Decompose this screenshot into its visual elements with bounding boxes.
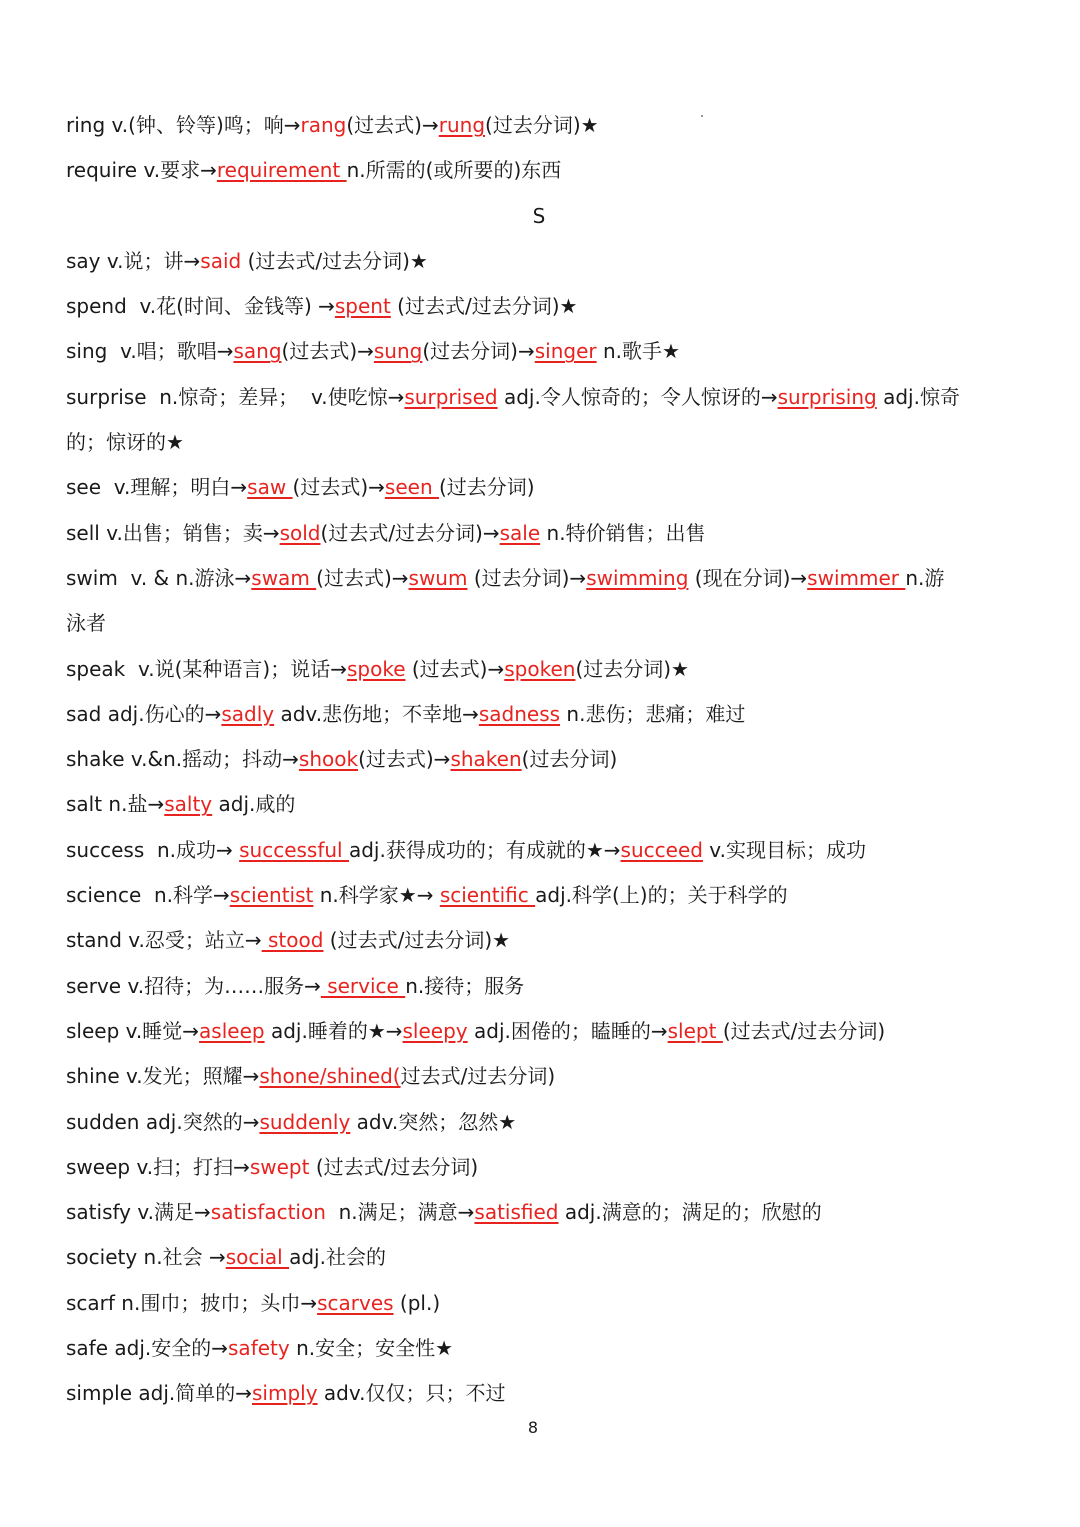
derived-word: sale [499, 520, 541, 545]
vocab-line [66, 465, 1021, 510]
derived-word: shaken [450, 747, 522, 772]
derived-word: social [225, 1245, 290, 1270]
entry-text: adv.突然；忽然★ [350, 1109, 517, 1134]
entry-text: society n.社会 → [66, 1245, 226, 1270]
entry-text: adj.睡着的★→ [264, 1018, 403, 1043]
entry-text: sweep v.扫；打扫→ [66, 1154, 250, 1179]
entry-text: (过去式)→ [292, 475, 385, 500]
vocab-line [66, 1100, 1021, 1145]
entry-text: sudden adj.突然的→ [66, 1109, 260, 1134]
section-heading: S [532, 203, 546, 228]
derived-word: requirement [216, 158, 347, 183]
derived-word: shook [298, 747, 359, 772]
vocab-line [66, 828, 1021, 873]
entry-text: adj.社会的 [289, 1245, 386, 1270]
entry-text: (过去式)→ [316, 565, 409, 590]
vocab-line [66, 1235, 1021, 1280]
derived-word: swum [408, 565, 468, 590]
entry-text: (过去式/过去分词)★ [241, 248, 428, 273]
vocab-line [66, 1190, 1021, 1235]
derived-word: sadly [221, 701, 275, 726]
vocab-line [66, 964, 1021, 1009]
entry-text: n.悲伤；悲痛；难过 [560, 701, 746, 726]
entry-text: (过去式/过去分词) [722, 1018, 886, 1043]
vocab-line [66, 1145, 1021, 1190]
derived-word: suddenly [259, 1109, 351, 1134]
entry-text: see v.理解；明白→ [66, 475, 248, 500]
vocabulary-list [66, 103, 1021, 1417]
derived-word: swept [249, 1154, 310, 1179]
entry-text: surprise n.惊奇；差异； v.使吃惊→ [66, 384, 405, 409]
entry-text: science n.科学→ [66, 883, 230, 908]
entry-text: sleep v.睡觉→ [66, 1018, 200, 1043]
vocab-line [66, 239, 1021, 284]
vocab-line [66, 692, 1021, 737]
entry-text: success n.成功→ [66, 837, 240, 862]
derived-word: salty [164, 792, 213, 817]
entry-text: adv.仅仅；只；不过 [317, 1381, 506, 1406]
entry-text: satisfy v.满足→ [66, 1200, 211, 1225]
entry-text: adj.令人惊奇的；令人惊讶的→ [497, 384, 778, 409]
vocab-line [66, 511, 1021, 556]
entry-text: ring v.(钟、铃等)鸣；响→ [66, 113, 301, 137]
entry-text: n.安全；安全性★ [289, 1336, 454, 1361]
vocab-line [66, 1371, 1021, 1416]
entry-text: 过去式/过去分词) [400, 1064, 556, 1089]
entry-text: shine v.发光；照耀→ [66, 1064, 260, 1089]
entry-text: n.科学家★→ [313, 883, 440, 908]
entry-text: n.接待；服务 [405, 973, 525, 998]
derived-word: rang [300, 113, 347, 137]
entry-text: stand v.忍受；站立→ [66, 928, 262, 953]
entry-text: sing v.唱；歌唱→ [66, 339, 234, 364]
vocab-line [66, 148, 1021, 193]
derived-word: simply [252, 1381, 318, 1406]
derived-word: surprising [777, 384, 877, 409]
entry-text: n.游 [905, 565, 945, 590]
derived-word: service [320, 973, 406, 998]
vocab-line [66, 647, 1021, 692]
entry-text: simple adj.简单的→ [66, 1381, 252, 1406]
entry-text: (过去式/过去分词)→ [320, 520, 500, 545]
derived-word: saw [247, 475, 293, 500]
derived-word: scarves [317, 1290, 394, 1315]
vocab-line [66, 375, 1021, 420]
entry-text: spend v.花(时间、金钱等) → [66, 294, 335, 319]
entry-text: adj.获得成功的；有成就的★→ [348, 837, 621, 862]
entry-text: adv.悲伤地；不幸地→ [274, 701, 479, 726]
entry-text: (过去分词)★ [485, 113, 599, 137]
derived-word: spoken [504, 656, 576, 681]
derived-word: sang [233, 339, 282, 364]
derived-word: said [200, 248, 242, 273]
derived-word: spoke [346, 656, 406, 681]
entry-text: salt n.盐→ [66, 792, 165, 817]
derived-word: satisfied [474, 1200, 559, 1225]
derived-word: sung [373, 339, 423, 364]
vocab-line [66, 1009, 1021, 1054]
entry-text: safe adj.安全的→ [66, 1336, 229, 1361]
entry-text: sell v.出售；销售；卖→ [66, 520, 280, 545]
entry-text: adj.咸的 [212, 792, 296, 817]
vocab-line [66, 103, 1021, 148]
vocab-line [66, 420, 1021, 465]
vocab-line [66, 873, 1021, 918]
derived-word: seen [384, 475, 439, 500]
vocab-line [66, 601, 1021, 646]
vocab-line [66, 329, 1021, 374]
vocab-line [66, 1054, 1021, 1099]
derived-word: sadness [478, 701, 561, 726]
entry-text: require v.要求→ [66, 158, 217, 183]
derived-word: scientist [229, 883, 314, 908]
vocab-line [66, 1326, 1021, 1371]
entry-text: (过去式/过去分词)★ [323, 928, 511, 953]
vocab-line [66, 1281, 1021, 1326]
entry-text: (过去分词) [521, 747, 618, 772]
derived-word: sold [279, 520, 321, 545]
entry-text: (过去式)→ [346, 113, 439, 137]
entry-text: (过去分词)→ [467, 565, 587, 590]
entry-text: scarf n.围巾；披巾；头巾→ [66, 1290, 318, 1315]
derived-word: succeed [620, 837, 703, 862]
derived-word: successful [239, 837, 349, 862]
entry-text: serve v.招待；为……服务→ [66, 973, 321, 998]
entry-text: adj.困倦的；瞌睡的→ [467, 1018, 668, 1043]
entry-text: (过去式)→ [281, 339, 374, 364]
entry-text: (过去式/过去分词) [309, 1154, 479, 1179]
entry-text: (pl.) [393, 1290, 441, 1315]
entry-text: n.所需的(或所要的)东西 [346, 158, 562, 183]
entry-text: say v.说；讲→ [66, 248, 201, 273]
entry-text: 的；惊讶的★ [66, 430, 184, 455]
entry-text: shake v.&n.摇动；抖动→ [66, 747, 299, 772]
entry-text: sad adj.伤心的→ [66, 701, 222, 726]
entry-text: (过去式/过去分词)★ [390, 294, 578, 319]
entry-text: adj.科学(上)的；关于科学的 [535, 883, 788, 908]
derived-word: swam [251, 565, 317, 590]
derived-word: singer [534, 339, 597, 364]
entry-text: (过去式)→ [405, 656, 505, 681]
entry-text: (过去分词)★ [575, 656, 689, 681]
vocab-line [66, 918, 1021, 963]
vocab-line [66, 782, 1021, 827]
entry-text: swim v. & n.游泳→ [66, 565, 252, 590]
derived-word: safety [228, 1336, 290, 1361]
vocab-line [66, 737, 1021, 782]
derived-word: stood [261, 928, 324, 953]
derived-word: asleep [199, 1018, 265, 1043]
derived-word: surprised [404, 384, 498, 409]
derived-word: satisfaction [210, 1200, 326, 1225]
entry-text: n.歌手★ [596, 339, 680, 364]
derived-word: sleepy [402, 1018, 468, 1043]
entry-text: adj.惊奇 [876, 384, 960, 409]
vocab-line [66, 556, 1021, 601]
page-number: 8 [527, 1418, 539, 1437]
entry-text: n.特价销售；出售 [540, 520, 706, 545]
vocab-line [66, 284, 1021, 329]
entry-text: (过去式)→ [358, 747, 451, 772]
derived-word: scientific [439, 883, 536, 908]
derived-word: rung [438, 113, 486, 137]
derived-word: spent [334, 294, 391, 319]
entry-text: speak v.说(某种语言)；说话→ [66, 656, 347, 681]
derived-word: shone/shined( [259, 1064, 401, 1089]
derived-word: swimmer [807, 565, 906, 590]
entry-text: 泳者 [66, 611, 106, 636]
derived-word: slept [667, 1018, 723, 1043]
entry-text: (过去分词)→ [422, 339, 535, 364]
entry-text: (过去分词) [438, 475, 535, 500]
entry-text: v.实现目标；成功 [702, 837, 866, 862]
derived-word: swimming [586, 565, 689, 590]
entry-text: (现在分词)→ [688, 565, 808, 590]
entry-text: n.满足；满意→ [325, 1200, 475, 1225]
entry-text: adj.满意的；满足的；欣慰的 [558, 1200, 822, 1225]
